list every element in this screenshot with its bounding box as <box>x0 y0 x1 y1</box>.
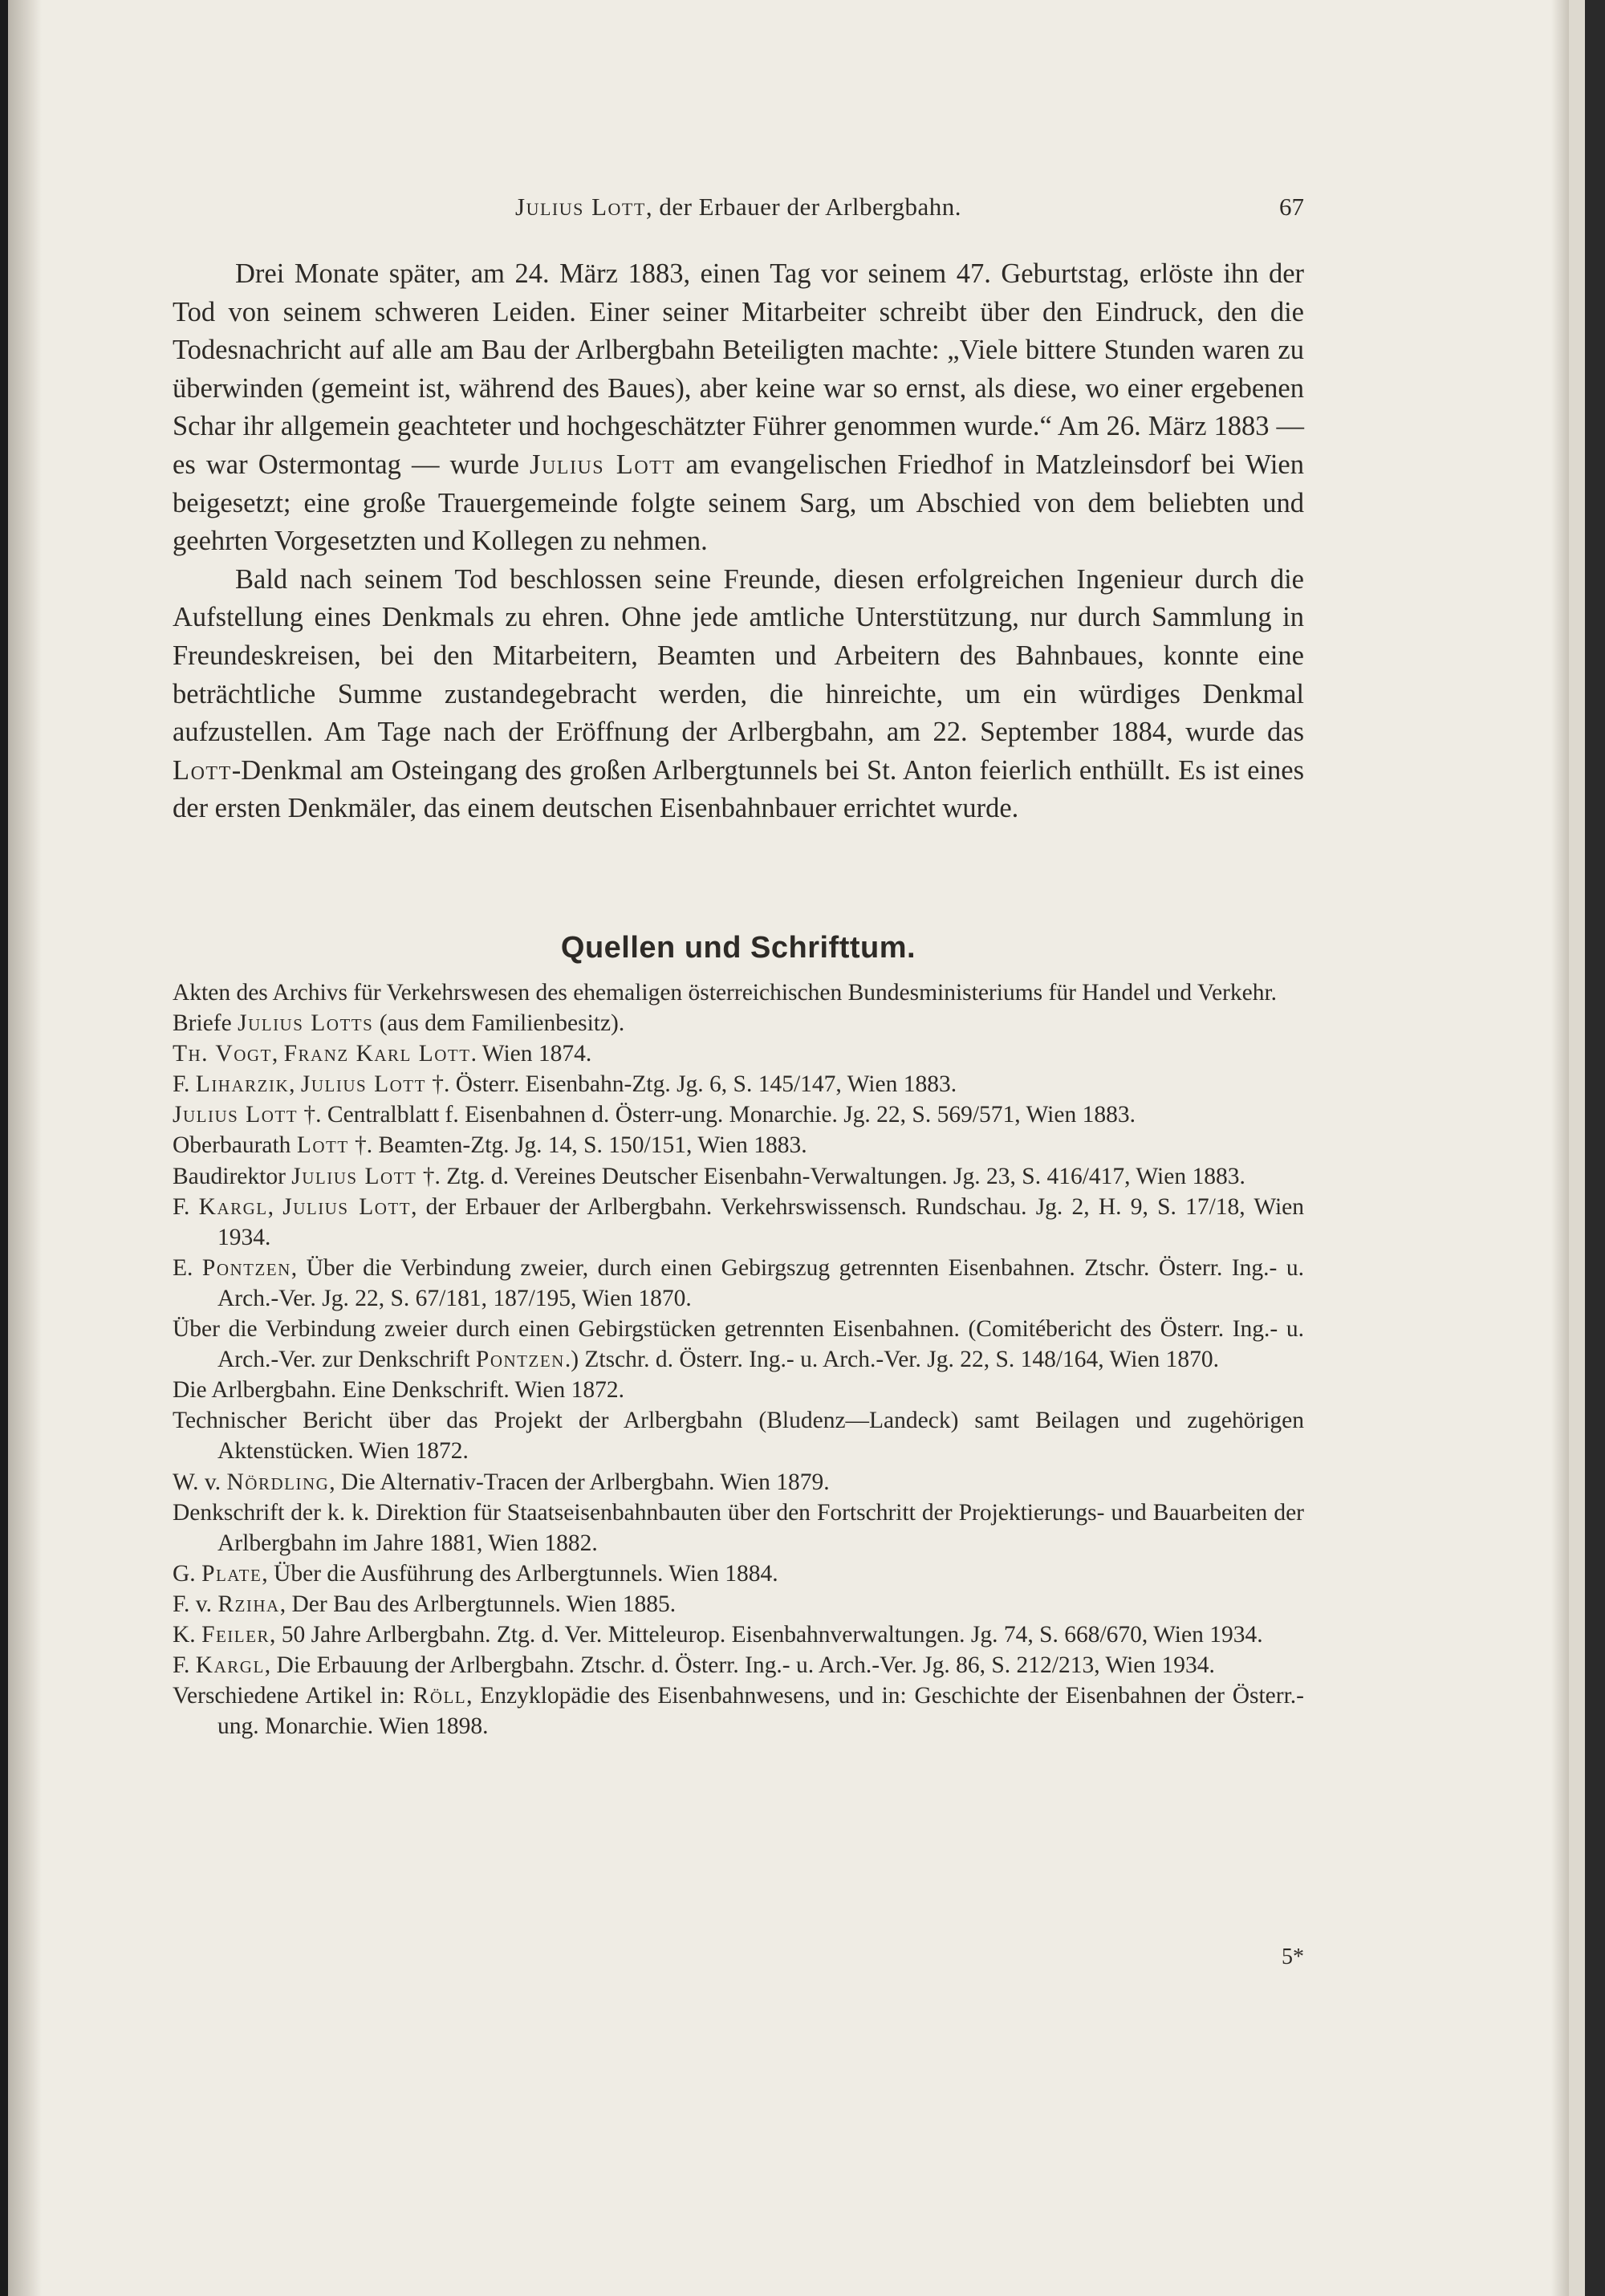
text-segment: . Wien 1874. <box>470 1041 592 1067</box>
text-segment: , Enzyklopädie des Eisenbahnwesens, und in: Geschichte der Eisenbahnen der Österr.-ung. Monarchie. Wien 1898. <box>217 1683 1304 1740</box>
name-small-caps: Julius Lott <box>300 1071 426 1098</box>
running-title-rest: , der Erbauer der Arlbergbahn. <box>645 193 961 221</box>
scan-background <box>1585 0 1605 2296</box>
text-segment: Drei Monate später, am 24. März 1883, einen Tag vor seinem 47. Geburtstag, erlöste ihn der Tod von seinem schweren Leiden. Einer seiner Mitarbeiter schreibt über den Eindruck, den die Todesnachricht auf alle am Bau der Arlbergbahn Beteiligten machte: „Viele bittere Stunden waren zu überwinden (gemeint ist, während des Baues), aber keine war so ernst, als diese, wo einer ergebenen Schar ihr allgemein geachteter und hochgeschätzter Führer genommen wurde.“ Am 26. März 1883 — es war Ostermontag — wurde <box>173 258 1304 480</box>
text-segment: Denkschrift der k. k. Direktion für Staatseisenbahnbauten über den Fortschritt der Projektierungs- und Bauarbeiten der Arlbergbahn im Jahre 1881, Wien 1882. <box>173 1499 1304 1556</box>
bibliography-entry <box>173 1253 1304 1314</box>
text-segment: Über die Verbindung zweier durch einen Gebirgstücken getrennten Eisenbahnen. (Comitébericht des Österr. Ing.- u. Arch.-Ver. zur Denkschrift <box>173 1316 1304 1373</box>
text-segment: †. Österr. Eisenbahn-Ztg. Jg. 6, S. 145/147, Wien 1883. <box>425 1071 957 1098</box>
text-segment: Technischer Bericht über das Projekt der Arlbergbahn (Bludenz—Landeck) samt Beilagen und zugehörigen Aktenstücken. Wien 1872. <box>173 1408 1304 1465</box>
text-segment: , <box>289 1071 301 1098</box>
bibliography-entry <box>173 1680 1304 1741</box>
bibliography-entry <box>173 977 1304 1008</box>
text-segment: F. <box>173 1652 196 1679</box>
text-segment: Die Arlbergbahn. Eine Denkschrift. Wien 1872. <box>173 1377 625 1404</box>
text-segment: Bald nach seinem Tod beschlossen seine Freunde, diesen erfolgreichen Ingenieur durch die Aufstellung eines Denkmals zu ehren. Ohne jede amtliche Unterstützung, nur durch Sammlung in Freundeskreisen, bei den Mitarbeitern, Beamten und Arbeitern des Bahnbaues, konnte eine beträchtliche Summe zustandegebracht werden, die hinreichte, um ein würdiges Denkmal aufzustellen. Am Tage nach der Eröffnung der Arlbergbahn, am 22. September 1884, wurde das <box>173 563 1304 748</box>
bibliography-entry <box>173 1008 1304 1038</box>
text-segment: , Der Bau des Arlbergtunnels. Wien 1885. <box>279 1591 677 1617</box>
name-small-caps: Julius Lott <box>291 1163 417 1189</box>
name-small-caps: Lott <box>296 1132 349 1159</box>
text-segment: .) Ztschr. d. Österr. Ing.- u. Arch.-Ver. Jg. 22, S. 148/164, Wien 1870. <box>564 1347 1219 1373</box>
page-edge-shadow <box>1551 0 1569 2296</box>
bibliography-list <box>173 977 1304 1741</box>
running-title-name: Julius Lott <box>515 193 646 221</box>
bibliography-entry <box>173 1497 1304 1558</box>
running-title <box>173 193 1304 221</box>
bibliography-entry <box>173 1038 1304 1069</box>
bibliography-entry <box>173 1558 1304 1589</box>
name-small-caps: Julius Lott <box>282 1193 412 1220</box>
bibliography-entry <box>173 1375 1304 1405</box>
text-segment: am evangelischen Friedhof in Matzleinsdorf bei Wien beigesetzt; eine große Trauergemeinde folgte seinem Sarg, um Abschied von dem beliebten und geehrten Vorgesetzten und Kollegen zu nehmen. <box>173 449 1304 557</box>
bibliography-entry <box>173 1405 1304 1466</box>
text-segment: F. <box>173 1071 196 1098</box>
bibliography-entry <box>173 1069 1304 1099</box>
name-small-caps: Lott <box>173 754 232 786</box>
text-segment: Akten des Archivs für Verkehrswesen des ehemaligen österreichischen Bundesministeriums für Handel und Verkehr. <box>173 980 1278 1006</box>
text-segment: , der Erbauer der Arlbergbahn. Verkehrswissensch. Rundschau. Jg. 2, H. 9, S. 17/18, Wien 1934. <box>217 1193 1305 1250</box>
text-segment: E. <box>173 1254 202 1281</box>
text-segment: Oberbaurath <box>173 1132 297 1159</box>
bibliography-entry <box>173 1467 1304 1497</box>
bibliography-entry <box>173 1619 1304 1650</box>
name-small-caps: Kargl <box>198 1193 268 1220</box>
name-small-caps: Julius Lotts <box>238 1010 374 1037</box>
body-paragraph <box>173 255 1304 561</box>
page-stack-edge <box>1569 0 1585 2296</box>
text-segment: †. Centralblatt f. Eisenbahnen d. Österr-ung. Monarchie. Jg. 22, S. 569/571, Wien 1883. <box>298 1102 1136 1128</box>
name-small-caps: Julius Lott <box>530 449 676 480</box>
text-segment: W. v. <box>173 1469 227 1495</box>
text-segment: Baudirektor <box>173 1163 292 1189</box>
text-segment: F. <box>173 1193 199 1220</box>
text-segment: K. <box>173 1621 202 1648</box>
text-segment: †. Ztg. d. Vereines Deutscher Eisenbahn-Verwaltungen. Jg. 23, S. 416/417, Wien 1883. <box>416 1163 1245 1189</box>
name-small-caps: Rziha <box>217 1591 280 1617</box>
bibliography-entry <box>173 1314 1304 1375</box>
bibliography-entry <box>173 1130 1304 1160</box>
text-segment: Briefe <box>173 1010 238 1037</box>
text-segment: , <box>267 1193 283 1220</box>
text-segment: , Die Alternativ-Tracen der Arlbergbahn. Wien 1879. <box>329 1469 830 1495</box>
text-segment: †. Beamten-Ztg. Jg. 14, S. 150/151, Wien 1883. <box>348 1132 807 1159</box>
text-segment: , 50 Jahre Arlbergbahn. Ztg. d. Ver. Mitteleurop. Eisenbahnverwaltungen. Jg. 74, S. 668/670, Wien 1934. <box>269 1621 1263 1648</box>
text-segment: , Die Erbauung der Arlbergbahn. Ztschr. d. Österr. Ing.- u. Arch.-Ver. Jg. 86, S. 212/213, Wien 1934. <box>264 1652 1215 1679</box>
text-segment: , <box>271 1041 284 1067</box>
bibliography-entry <box>173 1099 1304 1130</box>
name-small-caps: Plate <box>201 1560 262 1587</box>
page-gutter-shadow <box>8 0 42 2296</box>
name-small-caps: Kargl <box>195 1652 265 1679</box>
bibliography-entry <box>173 1161 1304 1192</box>
name-small-caps: Franz Karl Lott <box>283 1041 471 1067</box>
section-heading: Quellen und Schrifttum. <box>560 931 916 965</box>
name-small-caps: Th. Vogt <box>173 1041 272 1067</box>
text-segment: , Über die Verbindung zweier, durch einen Gebirgszug getrennten Eisenbahnen. Ztschr. Österr. Ing.- u. Arch.-Ver. Jg. 22, S. 67/181, 187/195, Wien 1870. <box>217 1254 1304 1311</box>
text-segment: (aus dem Familienbesitz). <box>373 1010 625 1037</box>
name-small-caps: Julius Lott <box>173 1102 299 1128</box>
name-small-caps: Nördling <box>226 1469 330 1495</box>
name-small-caps: Pontzen <box>201 1254 291 1281</box>
body-text <box>173 255 1304 828</box>
text-segment: Verschiedene Artikel in: <box>173 1683 413 1709</box>
name-small-caps: Feiler <box>201 1621 270 1648</box>
signature-mark: 5* <box>1282 1944 1304 1969</box>
bibliography-entry <box>173 1192 1304 1253</box>
body-paragraph <box>173 561 1304 828</box>
bibliography-entry <box>173 1650 1304 1680</box>
name-small-caps: Röll <box>412 1683 467 1709</box>
bibliography-entry <box>173 1589 1304 1619</box>
text-segment: , Über die Ausführung des Arlbergtunnels. Wien 1884. <box>262 1560 778 1587</box>
name-small-caps: Pontzen <box>475 1347 565 1373</box>
text-segment: G. <box>173 1560 202 1587</box>
page-number: 67 <box>1279 193 1304 221</box>
text-segment: F. v. <box>173 1591 218 1617</box>
text-segment: -Denkmal am Osteingang des großen Arlbergtunnels bei St. Anton feierlich enthüllt. Es ist eines der ersten Denkmäler, das einem deutschen Eisenbahnbauer errichtet wurde. <box>173 754 1304 824</box>
name-small-caps: Liharzik <box>195 1071 290 1098</box>
running-header <box>173 193 1304 233</box>
